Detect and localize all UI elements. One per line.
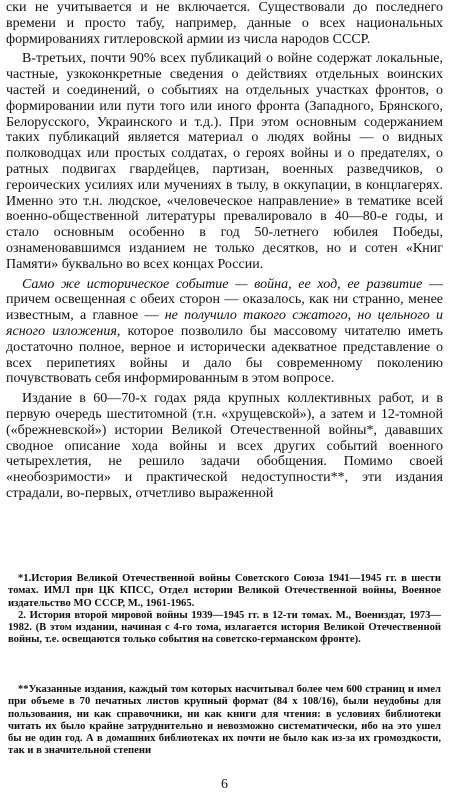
italic-phrase: Само же историческое событие — война, ее ход, ее развитие <box>22 276 423 292</box>
paragraph-third-point: В-третьих, почти 90% всех публикаций о войне содержат локальные, частные, узкоконкретные сведения о действиях отдельных воинских частей и соединений, о событиях на отдельных участках фронтов, о формировании или пути того или иного фронта (Западного, Брянского, Белорусского, Украинского и т.д.). При этом основным содержанием таких публикаций является материал о людях войны — о видных полководцах или простых солдатах, о героях войны и о предателях, о ратных подвигах гвардейцев, партизан, военных разведчиков, о героических усилиях или мучениях в тылу, в оккупации, в концлагерях. Именно это т.н. людское, «человеческое направление» в тематике всей военно-общественной литературы превалировало в 40—80-е годы, и стало основным особенно в год 50-летнего юбилея Победы, ознаменовавшимся изданием не только десятков, но и сотен «Книг Памяти» буквально во всех концах России. <box>6 51 443 272</box>
footnote-3: **Указанные издания, каждый том которых насчитывал более чем 600 страниц и имел при объеме в 70 печатных листов крупный формат (84 х 108/16), были неудобны для пользования, ни как справочники, ни как книги для чтения: в условиях библиотеки читать их было крайне затруднительно и невозможно систематически, ибо на это ушел бы не один год. А в домашних библиотеках их почти не было как из-за их громоздкости, так и в значительной степени <box>8 684 441 757</box>
footnote-2: 2. История второй мировой войны 1939—1945 гг. в 12-ти томах. М., Воениздат, 1973—1982. (В этом издании, начиная с 4-го тома, излагается история Великой Отечественной войны, т.е. освещаются только события на советско-германском фронте). <box>8 609 441 646</box>
paragraph-historical-event <box>6 277 443 388</box>
text-run: которое позволило бы массовому читателю иметь достаточно полное, верное и исторически адекватное представление о всех перипетиях войны и дало бы современному поколению почувствовать себя информированным в этом вопросе. <box>6 323 443 387</box>
footnote-1: *1.История Великой Отечественной войны Советского Союза 1941—1945 гг. в шести томах. ИМЛ при ЦК КПСС, Отдел истории Великой Отечественной войны, Военное издательство МО СССР, М., 1961-1965. <box>8 573 441 609</box>
page-number: 6 <box>221 777 228 792</box>
italic-phrase: не получило такого сжатого, но цельного и ясного изложения, <box>6 308 444 339</box>
paragraph-continued: ски не учитывается и не включается. Существовали до последнего времени и просто табу, например, данные о всех национальных формированиях гитлеровской армии из числа народов СССР. <box>6 0 443 47</box>
footnotes-double-asterisk <box>8 684 441 758</box>
text-run: — причем освещенная с обеих сторон — оказалось, как ни странно, менее известным, а главное — <box>6 276 443 324</box>
main-text <box>6 0 443 502</box>
paragraph-editions: Издание в 60—70-х годах ряда крупных коллективных работ, и в первую очередь шеститомной (т.н. «хрущевской»), а затем и 12-томной («брежневской») истории Великой Отечественной войны*, дававших сводное описание хода войны и всех других событий военного четырехлетия, не решило задачи обобщения. Помимо своей «необозримости» и практической недоступности**, эти издания страдали, во-первых, отчетливо выраженной <box>6 391 443 501</box>
footnotes-single-asterisk <box>8 573 441 647</box>
